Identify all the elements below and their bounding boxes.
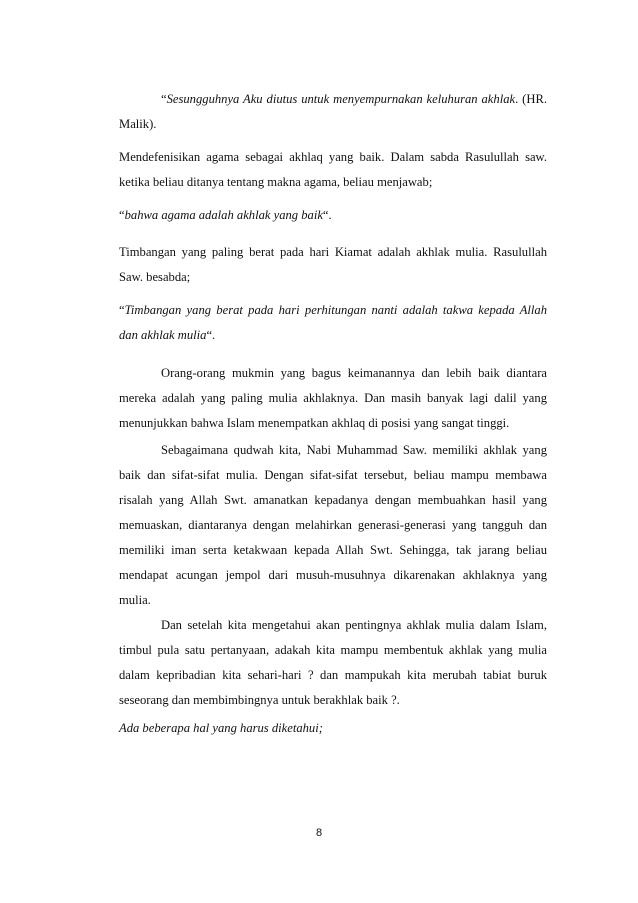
quote-text: Timbangan yang berat pada hari perhitungan nanti adalah takwa kepada Allah dan akhlak mulia: [119, 303, 547, 342]
paragraph-definition: Mendefenisikan agama sebagai akhlaq yang baik. Dalam sabda Rasulullah saw. ketika beliau ditanya tentang makna agama, beliau menjawab;: [119, 150, 547, 189]
quote-text: bahwa agama adalah akhlak yang baik: [124, 208, 323, 222]
open-quote: “: [161, 92, 167, 106]
quote-agama: [119, 203, 547, 228]
quote-hr-malik: [119, 87, 547, 137]
close-quote: “.: [322, 208, 332, 222]
open-quote: “: [119, 303, 125, 317]
quote-citation: . (HR. Malik).: [119, 92, 547, 131]
closing-line: Ada beberapa hal yang harus diketahui;: [119, 721, 323, 735]
paragraph-pertanyaan: Dan setelah kita mengetahui akan pentingnya akhlak mulia dalam Islam, timbul pula satu pertanyaan, adakah kita mampu membentuk akhlak yang mulia dalam kepribadian kita sehari-hari ? dan mampukah kita merubah tabiat buruk seseorang dan membimbingnya untuk berakhlak baik ?.: [119, 618, 547, 707]
open-quote: “: [119, 208, 125, 222]
paragraph-timbangan: Timbangan yang paling berat pada hari Kiamat adalah akhlak mulia. Rasulullah Saw. besabda;: [119, 245, 547, 284]
page-number: 8: [315, 827, 323, 839]
quote-timbangan: [119, 298, 547, 348]
paragraph-mukmin: Orang-orang mukmin yang bagus keimanannya dan lebih baik diantara mereka adalah yang paling mulia akhlaknya. Dan masih banyak lagi dalil yang menunjukkan bahwa Islam menempatkan akhlaq di posisi yang sangat tinggi.: [119, 366, 547, 430]
quote-text: Sesungguhnya Aku diutus untuk menyempurnakan keluhuran akhlak: [166, 92, 516, 106]
close-quote: “.: [206, 328, 216, 342]
paragraph-qudwah: Sebagaimana qudwah kita, Nabi Muhammad Saw. memiliki akhlak yang baik dan sifat-sifat mulia. Dengan sifat-sifat tersebut, beliau mampu membawa risalah yang Allah Swt. amanatkan kepadanya dengan membuahkan hasil yang memuaskan, diantaranya dengan melahirkan generasi-generasi yang tangguh dan memiliki iman serta ketakwaan kepada Allah Swt. Sehingga, tak jarang beliau mendapat acungan jempol dari musuh-musuhnya dikarenakan akhlaknya yang mulia.: [119, 443, 547, 607]
